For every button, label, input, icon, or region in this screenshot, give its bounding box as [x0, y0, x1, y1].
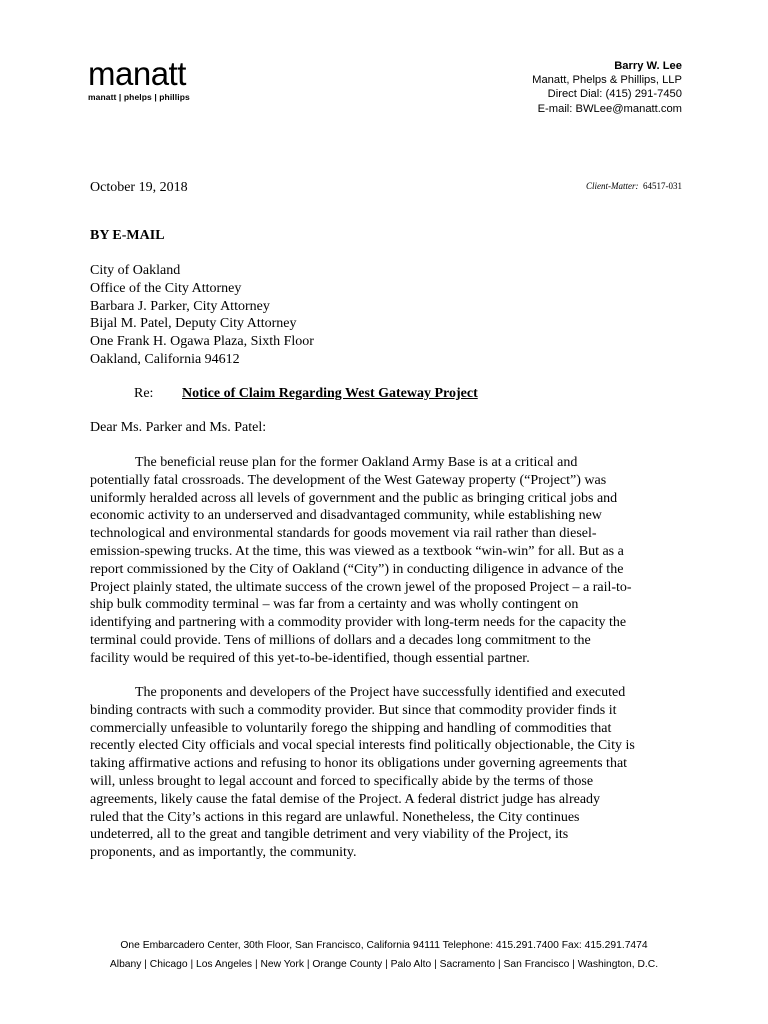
footer-offices: Albany | Chicago | Los Angeles | New York | Orange County | Palo Alto | Sacramento | San Francisco | Washington, D.C. [109, 959, 659, 970]
delivery-method: BY E-MAIL [90, 228, 165, 243]
paragraph-line: The proponents and developers of the Project have successfully identified and executed [135, 685, 626, 700]
paragraph-line: agreements, likely cause the fatal demise of the Project. A federal district judge has already [90, 791, 601, 807]
paragraph-line: taking affirmative actions and refusing to honor its obligations under governing agreements that [90, 756, 628, 772]
recipient-line: Bijal M. Patel, Deputy City Attorney [90, 316, 297, 332]
paragraph-line: terminal could provide. Tens of millions of dollars and a decades long commitment to the [90, 632, 591, 648]
client-matter [586, 181, 682, 191]
paragraph-line: ruled that the City’s actions in this regard are unlawful. Nonetheless, the City continues [90, 809, 580, 825]
paragraph-line: will, unless brought to legal account and forced to specifically abide by the terms of those [90, 773, 594, 789]
sender-block [532, 59, 682, 116]
firm-logo [88, 56, 190, 102]
recipient-line: One Frank H. Ogawa Plaza, Sixth Floor [90, 334, 314, 350]
paragraph-line: Project plainly stated, the ultimate success of the crown jewel of the proposed Project – a rail-to- [90, 579, 632, 595]
re-subject: Notice of Claim Regarding West Gateway Project [182, 386, 478, 401]
paragraph-line: economic activity to an underserved and disadvantaged community, while establishing new [90, 508, 602, 524]
sender-name: Barry W. Lee [614, 60, 682, 72]
paragraph-line: proponents, and as importantly, the community. [90, 845, 357, 861]
paragraph-line: potentially fatal crossroads. The development of the West Gateway property (“Project”) was [90, 472, 607, 488]
letter-date: October 19, 2018 [90, 180, 188, 195]
paragraph-line: emission-spewing trucks. At the time, this was viewed as a textbook “win-win” for all. But as a [90, 543, 624, 559]
body-paragraph-2 [90, 684, 680, 862]
sender-email: E-mail: BWLee@manatt.com [537, 102, 682, 115]
paragraph-line: identifying and partnering with a commodity provider with long-term needs for the capacity the [90, 615, 627, 631]
paragraph-line: undeterred, all to the great and tangible detriment and very viability of the Project, its [90, 827, 569, 843]
client-matter-label: Client-Matter: [586, 181, 639, 191]
footer-address: One Embarcadero Center, 30th Floor, San Francisco, California 94111 Telephone: 415.291.7400 Fax: 415.291.7474 [120, 940, 648, 951]
recipient-line: Barbara J. Parker, City Attorney [90, 298, 270, 314]
salutation: Dear Ms. Parker and Ms. Patel: [90, 420, 267, 435]
re-label: Re: [134, 386, 154, 401]
logo-subtitle: manatt | phelps | phillips [88, 92, 190, 102]
paragraph-line: The beneficial reuse plan for the former Oakland Army Base is at a critical and [135, 455, 578, 470]
paragraph-line: uniformly heralded across all levels of government and the public as bringing critical jobs and [90, 490, 618, 506]
paragraph-line: facility would be required of this yet-to-be-identified, though essential partner. [90, 650, 530, 666]
paragraph-line: technological and environmental standards for goods movement via rail rather than diesel- [90, 526, 597, 542]
paragraph-line: recently elected City officials and vocal special interests find politically objectionable, the City is [90, 738, 635, 754]
paragraph-line: ship bulk commodity terminal – was far from a certainty and was wholly contingent on [90, 597, 579, 613]
recipient-address [90, 262, 314, 369]
client-matter-value: 64517-031 [643, 181, 682, 191]
recipient-line: City of Oakland [90, 263, 181, 278]
recipient-line: Oakland, California 94612 [90, 351, 240, 367]
paragraph-line: report commissioned by the City of Oakland (“City”) in conducting diligence in advance of the [90, 561, 624, 577]
paragraph-line: binding contracts with such a commodity provider. But since that commodity provider finds it [90, 702, 617, 718]
body-paragraph-1 [90, 454, 680, 668]
recipient-line: Office of the City Attorney [90, 280, 242, 296]
re-line [134, 386, 478, 402]
sender-direct-dial: Direct Dial: (415) 291-7450 [547, 88, 682, 101]
paragraph-line: commercially unfeasible to voluntarily forego the shipping and handling of commodities that [90, 720, 612, 736]
sender-firm: Manatt, Phelps & Phillips, LLP [532, 74, 682, 87]
logo-wordmark: manatt [88, 55, 186, 92]
